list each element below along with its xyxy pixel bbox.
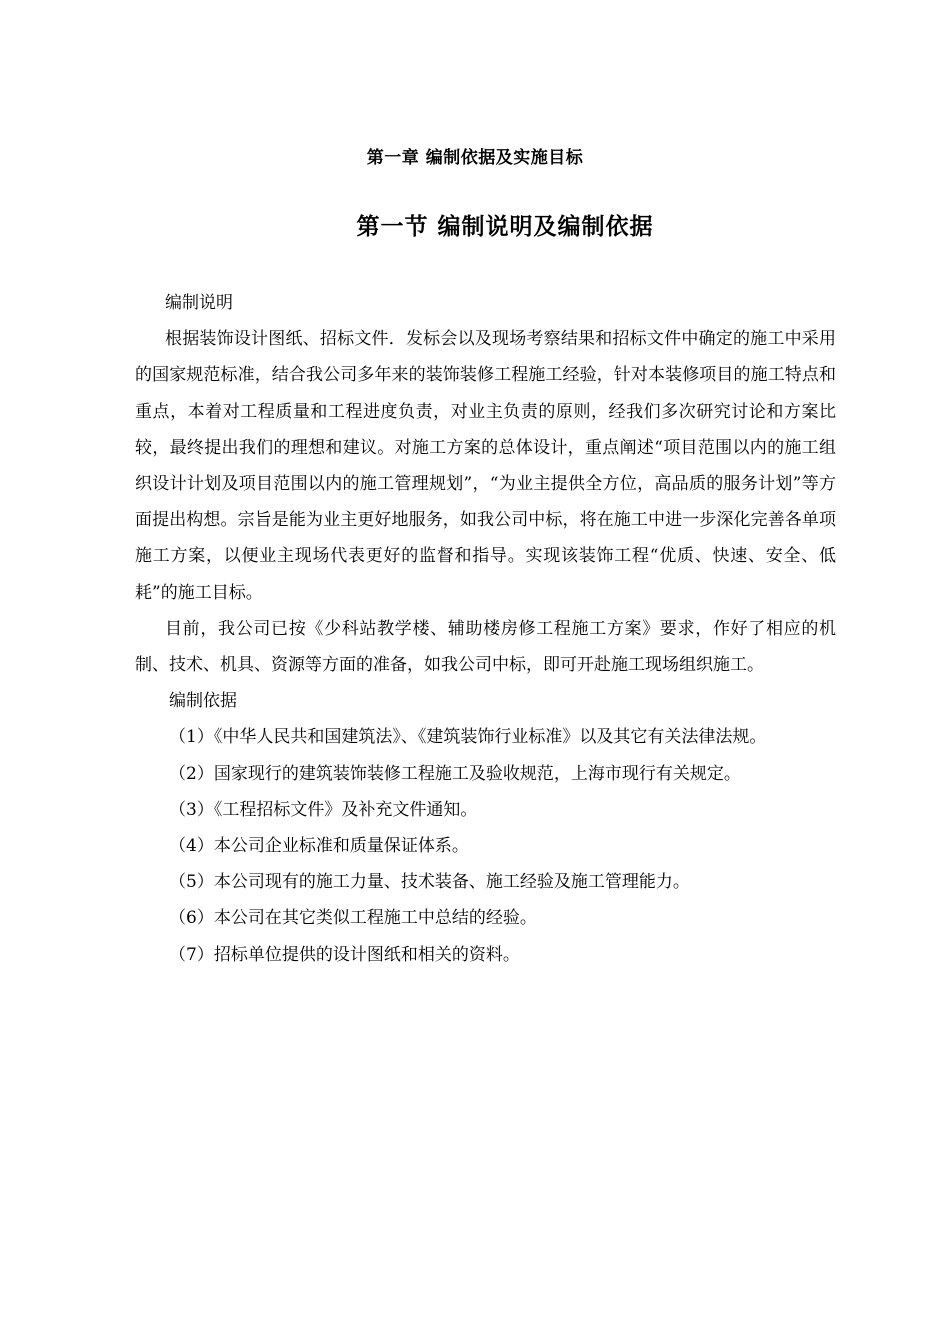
basis-item-4: （4）本公司企业标准和质量保证体系。 <box>169 836 469 857</box>
basis-item-1: （1）《中华人民共和国建筑法》、《建筑装饰行业标准》以及其它有关法律法规。 <box>169 727 767 748</box>
basis-item-2: （2）国家现行的建筑装饰装修工程施工及验收规范，上海市现行有关规定。 <box>169 763 741 784</box>
chapter-title: 第一章 编制依据及实施目标 <box>366 148 584 168</box>
description-paragraph-1: 根据装饰设计图纸、招标文件．发标会以及现场考察结果和招标文件中确定的施工中采用的国家规范标准，结合我公司多年来的装饰装修工程施工经验，针对本装修项目的施工特点和重点，本着对工程质量和工程进度负责，对业主负责的原则，经我们多次研究讨论和方案比较，最终提出我们的理想和建议。对施工方案的总体设计，重点阐述“项目范围以内的施工组织设计计划及项目范围以内的施工管理规划”，“为业主提供全方位，高品质的服务计划”等方面提出构想。宗旨是能为业主更好地服务，如我公司中标，将在施工中进一步深化完善各单项施工方案，以便业主现场代表更好的监督和指导。实现该装饰工程“优质、快速、安全、低耗”的施工目标。 <box>135 329 836 603</box>
basis-item-6: （6）本公司在其它类似工程施工中总结的经验。 <box>169 908 537 929</box>
basis-item-7: （7）招标单位提供的设计图纸和相关的资料。 <box>169 944 520 965</box>
basis-item-5: （5）本公司现有的施工力量、技术装备、施工经验及施工管理能力。 <box>169 872 690 893</box>
description-paragraph-2: 目前，我公司已按《少科站教学楼、辅助楼房修工程施工方案》要求，作好了相应的机制、技术、机具、资源等方面的准备，如我公司中标，即可开赴施工现场组织施工。 <box>135 618 836 676</box>
description-heading: 编制说明 <box>165 293 233 313</box>
section-title: 第一节 编制说明及编制依据 <box>356 214 654 240</box>
basis-heading: 编制依据 <box>169 691 237 712</box>
basis-item-3: （3）《工程招标文件》及补充文件通知。 <box>169 799 478 820</box>
document-body <box>135 285 836 973</box>
